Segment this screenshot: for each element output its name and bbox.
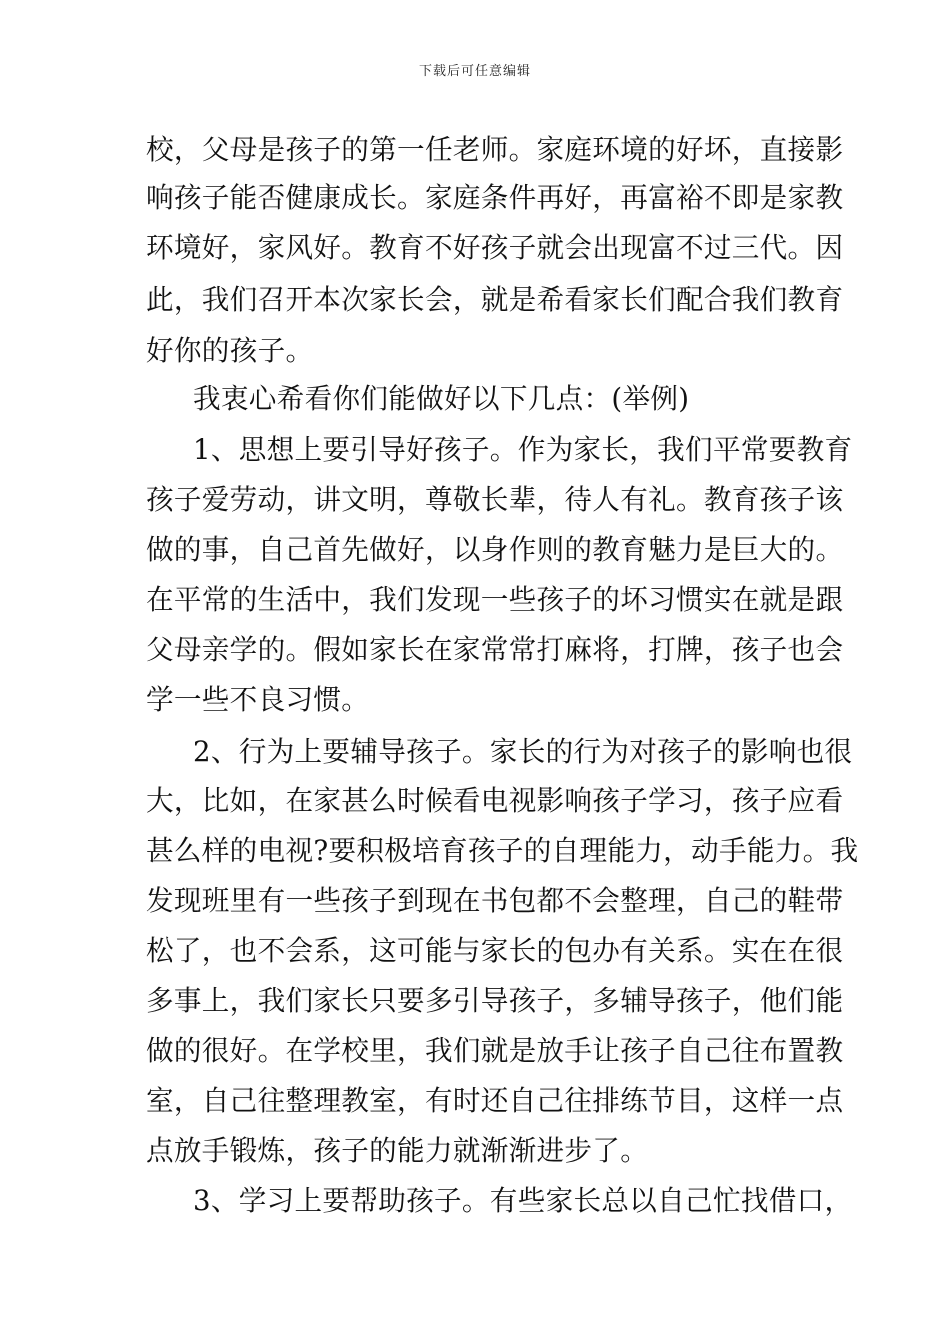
paragraph-line: 好你的孩子。 [146, 334, 314, 367]
paragraph-line: 做的事，自己首先做好，以身作则的教育魅力是巨大的。 [146, 533, 844, 566]
paragraph-line: 大，比如，在家甚么时候看电视影响孩子学习，孩子应看 [146, 784, 844, 817]
paragraph-line: 点放手锻炼，孩子的能力就渐渐进步了。 [146, 1134, 649, 1167]
paragraph-line: 在平常的生活中，我们发现一些孩子的坏习惯实在就是跟 [146, 583, 844, 616]
paragraph-line: 松了，也不会系，这可能与家长的包办有关系。实在在很 [146, 934, 844, 967]
paragraph-line: 2、行为上要辅导孩子。家长的行为对孩子的影响也很 [193, 735, 853, 768]
paragraph-line: 我衷心希看你们能做好以下几点：(举例) [193, 382, 690, 415]
paragraph-line: 此，我们召开本次家长会，就是希看家长们配合我们教育 [146, 283, 844, 316]
paragraph-line: 室，自己往整理教室，有时还自己往排练节目，这样一点 [146, 1084, 844, 1117]
paragraph-line: 发现班里有一些孩子到现在书包都不会整理，自己的鞋带 [146, 884, 844, 917]
paragraph-line: 多事上，我们家长只要多引导孩子，多辅导孩子，他们能 [146, 984, 844, 1017]
paragraph-line: 甚么样的电视?要积极培育孩子的自理能力，动手能力。我 [146, 834, 859, 867]
paragraph-line: 学一些不良习惯。 [146, 683, 370, 716]
paragraph-line: 父母亲学的。假如家长在家常常打麻将，打牌，孩子也会 [146, 633, 844, 666]
page-header: 下载后可任意编辑 [418, 64, 531, 79]
paragraph-line: 环境好，家风好。教育不好孩子就会出现富不过三代。因 [146, 231, 844, 264]
paragraph-line: 孩子爱劳动，讲文明，尊敬长辈，待人有礼。教育孩子该 [146, 483, 844, 516]
paragraph-line: 1、思想上要引导好孩子。作为家长，我们平常要教育 [193, 433, 853, 466]
paragraph-line: 做的很好。在学校里，我们就是放手让孩子自己往布置教 [146, 1034, 844, 1067]
paragraph-line: 3、学习上要帮助孩子。有些家长总以自己忙找借口， [193, 1184, 853, 1217]
paragraph-line: 响孩子能否健康成长。家庭条件再好，再富裕不即是家教 [146, 181, 844, 214]
paragraph-line: 校，父母是孩子的第一任老师。家庭环境的好坏，直接影 [146, 133, 844, 166]
